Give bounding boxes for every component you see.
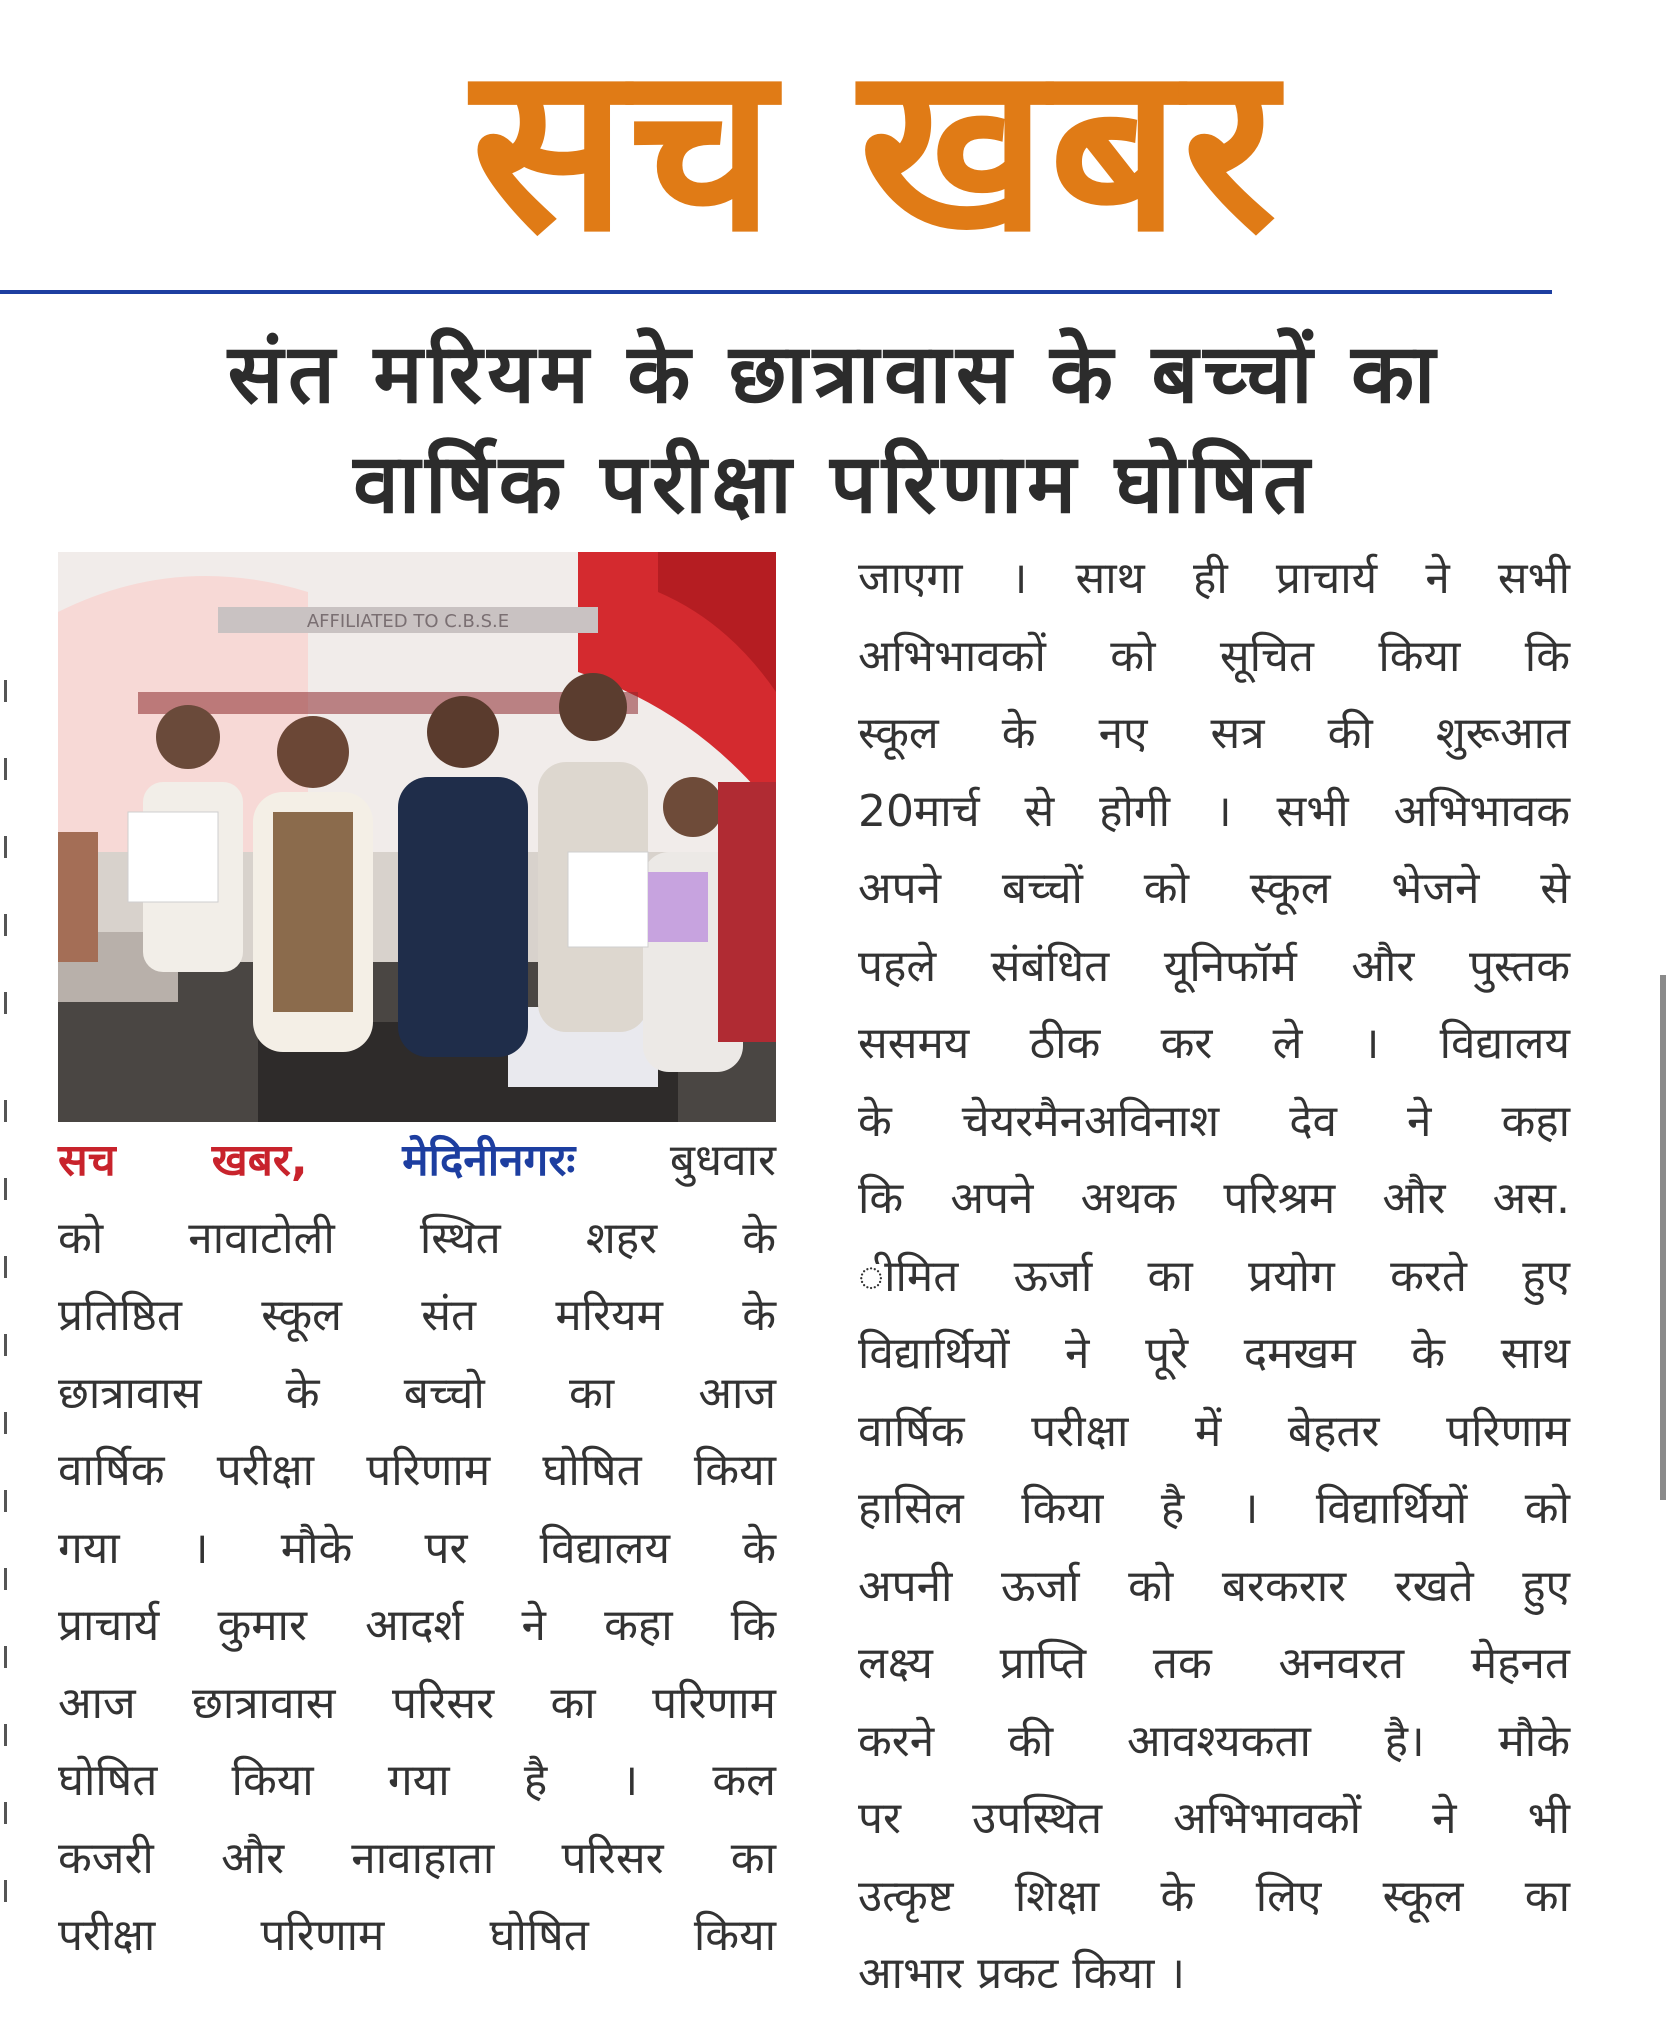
body-line: हासिल किया है । विद्यार्थियों को [858, 1483, 1570, 1534]
masthead-rule [0, 290, 1552, 294]
masthead-title: सच खबर [471, 16, 1279, 283]
body-line: प्रतिष्ठित स्कूल संत मरियम के [58, 1290, 776, 1341]
adjacent-column-edge [0, 680, 14, 1980]
dateline-place: मेदिनीनगरः [402, 1135, 576, 1186]
dateline-source: सच खबर, [58, 1135, 308, 1186]
right-column [858, 540, 1570, 2013]
body-line: वार्षिक परीक्षा में बेहतर परिणाम [858, 1405, 1570, 1457]
body-line: स्कूल के नए सत्र की शुरूआत [858, 708, 1570, 759]
body-line: करने की आवश्यकता है। मौके [858, 1715, 1570, 1767]
left-column [58, 1122, 776, 1975]
body-line: के चेयरमैनअविनाश देव ने कहा [858, 1095, 1570, 1147]
body-line: पर उपस्थित अभिभावकों ने भी [858, 1793, 1570, 1844]
body-line: आभार प्रकट किया । [858, 1948, 1186, 1999]
body-line: घोषित किया गया है । कल [58, 1755, 776, 1806]
body-line: अभिभावकों को सूचित किया कि [858, 630, 1570, 682]
body-line: जाएगा । साथ ही प्राचार्य ने सभी [858, 553, 1570, 604]
body-line: छात्रावास के बच्चो का आज [58, 1367, 776, 1419]
dateline-text: बुधवार [669, 1135, 776, 1186]
body-line: पहले संबंधित यूनिफॉर्म और पुस्तक [858, 940, 1570, 992]
body-line: अपनी ऊर्जा को बरकरार रखते हुए [858, 1560, 1570, 1612]
dateline [58, 1122, 776, 1200]
body-line: वार्षिक परीक्षा परिणाम घोषित किया [58, 1445, 776, 1496]
photo-banner-text: AFFILIATED TO C.B.S.E [306, 611, 510, 632]
headline-line-1: संत मरियम के छात्रावास के बच्चों का [227, 327, 1441, 422]
body-line: आज छात्रावास परिसर का परिणाम [58, 1677, 776, 1729]
body-line: 20मार्च से होगी । सभी अभिभावक [858, 785, 1570, 837]
body-line: अपने बच्चों को स्कूल भेजने से [858, 863, 1570, 914]
page-edge-bar [1660, 975, 1666, 1500]
body-line: विद्यार्थियों ने पूरे दमखम के साथ [858, 1328, 1570, 1379]
body-line: परीक्षा परिणाम घोषित किया [58, 1910, 776, 1961]
body-line: गया । मौके पर विद्यालय के [58, 1522, 776, 1574]
body-line: कजरी और नावाहाता परिसर का [58, 1832, 776, 1884]
body-line: को नावाटोली स्थित शहर के [58, 1212, 776, 1264]
body-line: प्राचार्य कुमार आदर्श ने कहा कि [58, 1600, 776, 1651]
headline-line-2: वार्षिक परीक्षा परिणाम घोषित [353, 437, 1315, 532]
article-photo [58, 552, 776, 1122]
body-line: कि अपने अथक परिश्रम और अस. [858, 1173, 1570, 1224]
body-line: उत्कृष्ट शिक्षा के लिए स्कूल का [858, 1870, 1570, 1922]
body-line: ीमित ऊर्जा का प्रयोग करते हुए [858, 1250, 1570, 1302]
body-line: ससमय ठीक कर ले । विद्यालय [858, 1018, 1570, 1069]
body-line: लक्ष्य प्राप्ति तक अनवरत मेहनत [858, 1638, 1570, 1689]
